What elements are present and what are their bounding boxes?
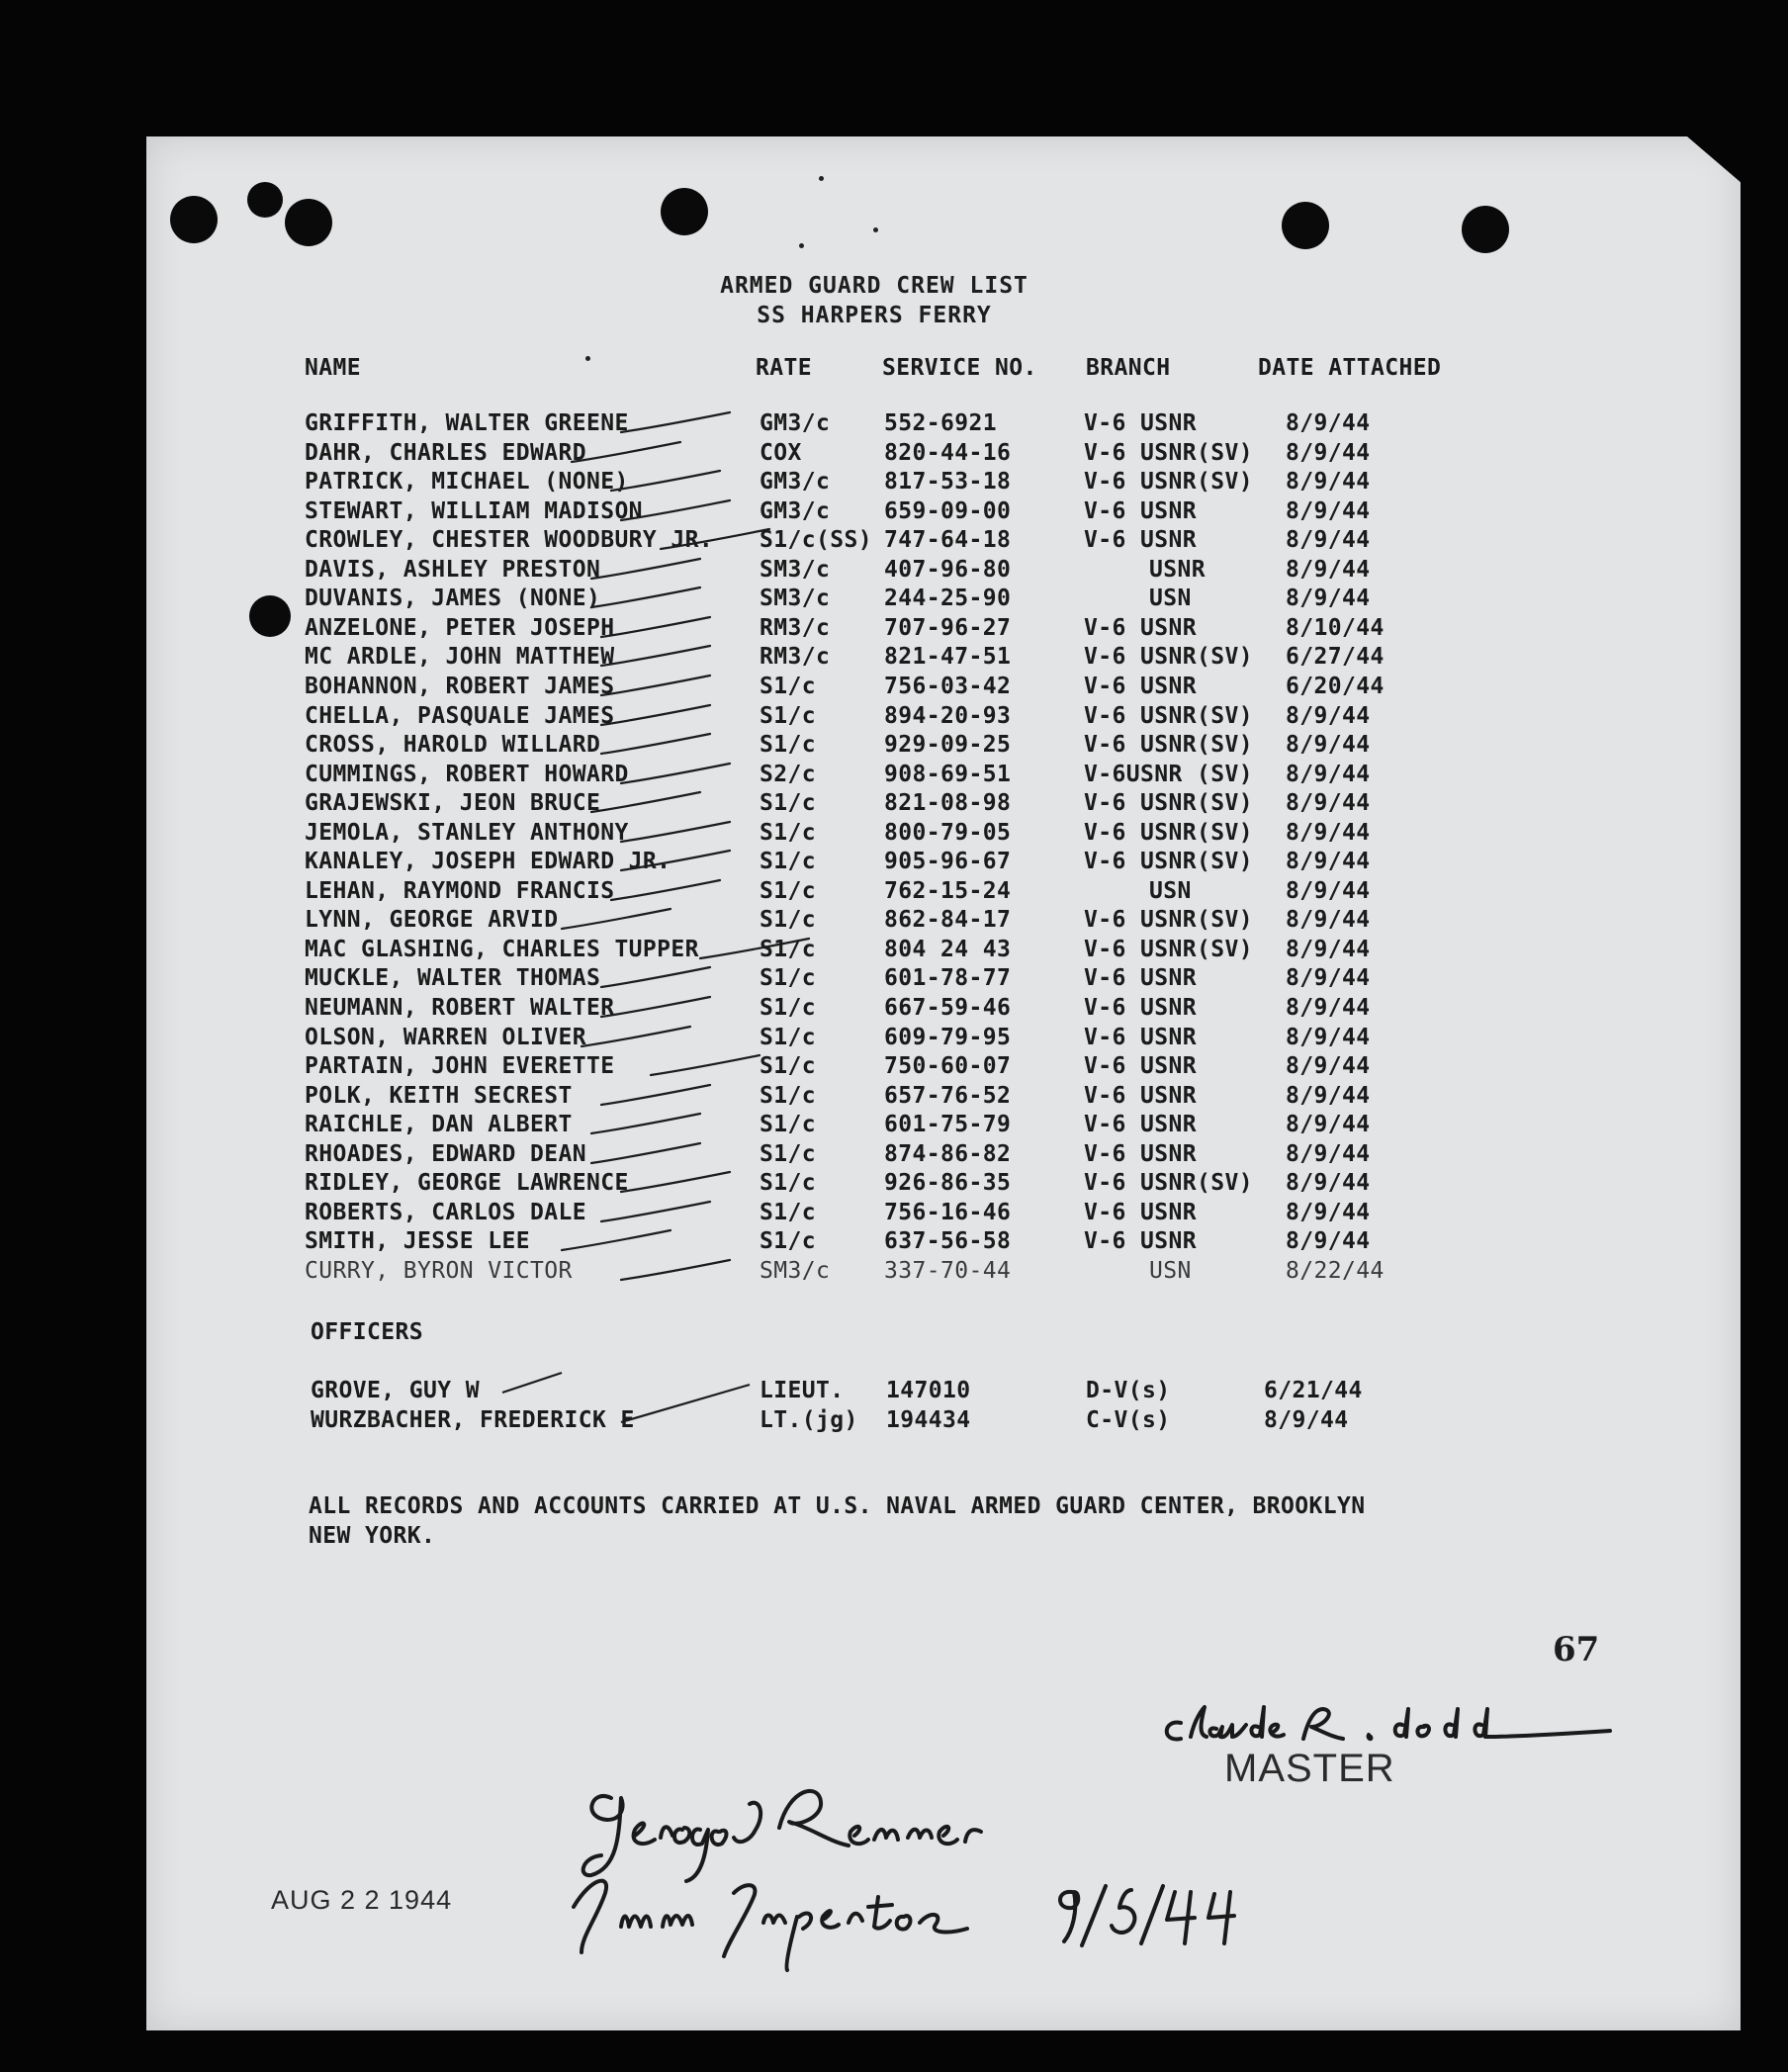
punch-hole-6	[247, 182, 283, 218]
crew-rate-cell: S1/c	[760, 849, 816, 874]
crew-date-cell: 8/9/44	[1286, 703, 1371, 729]
crew-date-cell: 8/9/44	[1286, 498, 1371, 524]
crew-name-cell: PARTAIN, JOHN EVERETTE	[305, 1053, 615, 1079]
crew-branch-cell: V-6 USNR(SV)	[1084, 820, 1253, 846]
crew-branch-cell: USNR	[1149, 557, 1206, 583]
document-title: ARMED GUARD CREW LIST	[720, 273, 1028, 299]
crew-branch-cell: V-6 USNR(SV)	[1084, 732, 1253, 758]
crew-date-cell: 8/9/44	[1286, 1228, 1371, 1254]
crew-branch-cell: USN	[1149, 878, 1192, 904]
crew-service-cell: 552-6921	[884, 410, 997, 436]
col-header-date: DATE ATTACHED	[1258, 355, 1442, 381]
crew-service-cell: 821-47-51	[884, 644, 1012, 670]
crew-branch-cell: V-6 USNR	[1084, 1025, 1197, 1050]
check-mark	[572, 442, 680, 462]
crew-branch-cell: V-6 USNR	[1084, 498, 1197, 524]
crew-service-cell: 894-20-93	[884, 703, 1012, 729]
check-mark	[581, 1027, 690, 1046]
crew-date-cell: 8/9/44	[1286, 762, 1371, 787]
crew-branch-cell: USN	[1149, 586, 1192, 611]
crew-name-cell: OLSON, WARREN OLIVER	[305, 1025, 586, 1050]
crew-branch-cell: V-6 USNR	[1084, 1053, 1197, 1079]
crew-service-cell: 659-09-00	[884, 498, 1012, 524]
check-mark	[621, 1385, 750, 1422]
officers-heading: OFFICERS	[311, 1319, 423, 1345]
col-header-rate: RATE	[756, 355, 812, 381]
crew-name-cell: CROSS, HAROLD WILLARD	[305, 732, 601, 758]
crew-service-cell: 929-09-25	[884, 732, 1012, 758]
crew-rate-cell: S1/c	[760, 1053, 816, 1079]
speck	[819, 176, 824, 181]
crew-rate-cell: S1/c	[760, 878, 816, 904]
crew-date-cell: 8/9/44	[1286, 1053, 1371, 1079]
crew-date-cell: 8/9/44	[1286, 440, 1371, 466]
check-mark	[601, 676, 710, 695]
crew-service-cell: 800-79-05	[884, 820, 1012, 846]
crew-service-cell: 756-03-42	[884, 674, 1012, 699]
crew-branch-cell: V-6 USNR	[1084, 1083, 1197, 1109]
crew-date-cell: 8/9/44	[1286, 995, 1371, 1021]
crew-date-cell: 8/9/44	[1286, 1200, 1371, 1225]
crew-service-cell: 637-56-58	[884, 1228, 1012, 1254]
crew-name-cell: MAC GLASHING, CHARLES TUPPER	[305, 937, 699, 962]
crew-name-cell: NEUMANN, ROBERT WALTER	[305, 995, 615, 1021]
crew-service-cell: 874-86-82	[884, 1141, 1012, 1167]
speck	[799, 243, 804, 248]
crew-branch-cell: V-6 USNR(SV)	[1084, 469, 1253, 495]
crew-name-cell: CUMMINGS, ROBERT HOWARD	[305, 762, 629, 787]
crew-branch-cell: V-6 USNR	[1084, 995, 1197, 1021]
crew-service-cell: 747-64-18	[884, 527, 1012, 553]
crew-branch-cell: V-6 USNR(SV)	[1084, 1170, 1253, 1196]
check-mark	[591, 559, 700, 579]
crew-rate-cell: S1/c	[760, 1228, 816, 1254]
col-header-name: NAME	[305, 355, 361, 381]
crew-date-cell: 8/9/44	[1286, 557, 1371, 583]
check-mark	[651, 1055, 760, 1075]
crew-rate-cell: SM3/c	[760, 586, 831, 611]
speck	[873, 227, 878, 232]
folded-corner	[1687, 136, 1741, 184]
crew-branch-cell: V-6 USNR(SV)	[1084, 790, 1253, 816]
crew-name-cell: MUCKLE, WALTER THOMAS	[305, 965, 601, 991]
crew-rate-cell: S1/c	[760, 820, 816, 846]
crew-date-cell: 8/9/44	[1286, 907, 1371, 933]
punch-hole-5	[1462, 206, 1509, 253]
crew-rate-cell: S1/c	[760, 1025, 816, 1050]
document-title-block	[146, 271, 1741, 330]
crew-name-cell: SMITH, JESSE LEE	[305, 1228, 530, 1254]
crew-rate-cell: S2/c	[760, 762, 816, 787]
crew-rate-cell: GM3/c	[760, 498, 831, 524]
check-mark	[601, 1202, 710, 1221]
crew-name-cell: DAVIS, ASHLEY PRESTON	[305, 557, 601, 583]
col-header-service: SERVICE NO.	[882, 355, 1037, 381]
crew-branch-cell: V-6 USNR(SV)	[1084, 937, 1253, 962]
crew-date-cell: 8/9/44	[1286, 820, 1371, 846]
crew-date-cell: 8/9/44	[1286, 469, 1371, 495]
crew-service-cell: 667-59-46	[884, 995, 1012, 1021]
crew-name-cell: KANALEY, JOSEPH EDWARD JR.	[305, 849, 671, 874]
crew-rate-cell: RM3/c	[760, 644, 831, 670]
records-note-line2: NEW YORK.	[309, 1523, 436, 1549]
crew-branch-cell: V-6 USNR	[1084, 1200, 1197, 1225]
crew-date-cell: 8/9/44	[1286, 790, 1371, 816]
crew-name-cell: CURRY, BYRON VICTOR	[305, 1258, 573, 1284]
crew-name-cell: DAHR, CHARLES EDWARD	[305, 440, 586, 466]
crew-name-cell: DUVANIS, JAMES (NONE)	[305, 586, 601, 611]
crew-rate-cell: S1/c	[760, 1112, 816, 1137]
crew-name-cell: POLK, KEITH SECREST	[305, 1083, 573, 1109]
check-mark	[601, 617, 710, 637]
crew-service-cell: 756-16-46	[884, 1200, 1012, 1225]
crew-date-cell: 8/9/44	[1286, 410, 1371, 436]
crew-branch-cell: V-6 USNR	[1084, 1141, 1197, 1167]
crew-service-cell: 609-79-95	[884, 1025, 1012, 1050]
check-mark	[591, 792, 700, 812]
crew-name-cell: CROWLEY, CHESTER WOODBURY JR.	[305, 527, 714, 553]
crew-rate-cell: S1/c	[760, 674, 816, 699]
crew-branch-cell: V-6 USNR	[1084, 965, 1197, 991]
crew-service-cell: 908-69-51	[884, 762, 1012, 787]
crew-date-cell: 6/20/44	[1286, 674, 1385, 699]
check-mark	[591, 587, 700, 607]
crew-service-cell: 407-96-80	[884, 557, 1012, 583]
crew-service-cell: 707-96-27	[884, 615, 1012, 641]
crew-date-cell: 8/9/44	[1286, 732, 1371, 758]
col-header-branch: BRANCH	[1086, 355, 1171, 381]
crew-name-cell: MC ARDLE, JOHN MATTHEW	[305, 644, 615, 670]
punch-hole-3	[661, 188, 708, 235]
officer-branch-cell: C-V(s)	[1086, 1407, 1171, 1433]
crew-rate-cell: S1/c	[760, 937, 816, 962]
crew-service-cell: 817-53-18	[884, 469, 1012, 495]
inspector-date-handwritten	[1046, 1862, 1254, 1951]
crew-branch-cell: V-6USNR (SV)	[1084, 762, 1253, 787]
crew-service-cell: 762-15-24	[884, 878, 1012, 904]
crew-date-cell: 8/9/44	[1286, 937, 1371, 962]
crew-service-cell: 337-70-44	[884, 1258, 1012, 1284]
master-label: MASTER	[1224, 1747, 1395, 1790]
crew-rate-cell: S1/c	[760, 732, 816, 758]
crew-date-cell: 8/9/44	[1286, 586, 1371, 611]
crew-service-cell: 601-75-79	[884, 1112, 1012, 1137]
crew-rate-cell: S1/c	[760, 965, 816, 991]
page-number: 67	[1553, 1630, 1600, 1669]
check-mark	[601, 967, 710, 987]
punch-hole-4	[1282, 202, 1329, 249]
crew-service-cell: 657-76-52	[884, 1083, 1012, 1109]
check-mark	[591, 1143, 700, 1163]
crew-name-cell: PATRICK, MICHAEL (NONE)	[305, 469, 629, 495]
crew-name-cell: BOHANNON, ROBERT JAMES	[305, 674, 615, 699]
crew-rate-cell: SM3/c	[760, 557, 831, 583]
check-mark	[601, 997, 710, 1017]
crew-service-cell: 804 24 43	[884, 937, 1012, 962]
crew-branch-cell: V-6 USNR	[1084, 1228, 1197, 1254]
crew-date-cell: 8/9/44	[1286, 1112, 1371, 1137]
check-mark	[601, 734, 710, 754]
crew-branch-cell: USN	[1149, 1258, 1192, 1284]
crew-service-cell: 862-84-17	[884, 907, 1012, 933]
crew-service-cell: 244-25-90	[884, 586, 1012, 611]
crew-rate-cell: S1/c	[760, 703, 816, 729]
crew-date-cell: 8/9/44	[1286, 1170, 1371, 1196]
crew-branch-cell: V-6 USNR(SV)	[1084, 703, 1253, 729]
check-mark	[562, 1230, 670, 1250]
crew-branch-cell: V-6 USNR(SV)	[1084, 644, 1253, 670]
crew-service-cell: 821-08-98	[884, 790, 1012, 816]
crew-rate-cell: S1/c	[760, 995, 816, 1021]
crew-rate-cell: SM3/c	[760, 1258, 831, 1284]
crew-date-cell: 8/10/44	[1286, 615, 1385, 641]
records-note-line1: ALL RECORDS AND ACCOUNTS CARRIED AT U.S. NAVAL ARMED GUARD CENTER, BROOKLYN	[309, 1493, 1366, 1519]
officer-branch-cell: D-V(s)	[1086, 1378, 1171, 1403]
crew-branch-cell: V-6 USNR	[1084, 410, 1197, 436]
crew-date-cell: 8/9/44	[1286, 1141, 1371, 1167]
check-mark	[601, 646, 710, 666]
crew-service-cell: 905-96-67	[884, 849, 1012, 874]
check-mark	[591, 1114, 700, 1133]
received-date-stamp: AUG 2 2 1944	[271, 1885, 453, 1915]
crew-name-cell: LYNN, GEORGE ARVID	[305, 907, 559, 933]
check-mark	[621, 822, 730, 842]
crew-name-cell: JEMOLA, STANLEY ANTHONY	[305, 820, 629, 846]
officer-service-cell: 194434	[886, 1407, 971, 1433]
crew-branch-cell: V-6 USNR(SV)	[1084, 907, 1253, 933]
crew-rate-cell: GM3/c	[760, 469, 831, 495]
crew-rate-cell: COX	[760, 440, 802, 466]
check-mark	[611, 880, 720, 900]
crew-date-cell: 8/9/44	[1286, 878, 1371, 904]
document-page	[146, 136, 1741, 2030]
crew-date-cell: 8/9/44	[1286, 1025, 1371, 1050]
crew-name-cell: RAICHLE, DAN ALBERT	[305, 1112, 573, 1137]
crew-service-cell: 750-60-07	[884, 1053, 1012, 1079]
crew-date-cell: 8/9/44	[1286, 965, 1371, 991]
officer-date-cell: 6/21/44	[1264, 1378, 1363, 1403]
crew-rate-cell: S1/c	[760, 790, 816, 816]
crew-date-cell: 8/9/44	[1286, 527, 1371, 553]
crew-rate-cell: S1/c	[760, 1141, 816, 1167]
crew-date-cell: 8/22/44	[1286, 1258, 1385, 1284]
crew-branch-cell: V-6 USNR	[1084, 527, 1197, 553]
officer-name-cell: GROVE, GUY W	[311, 1378, 480, 1403]
check-mark	[601, 1085, 710, 1105]
crew-date-cell: 8/9/44	[1286, 1083, 1371, 1109]
officer-service-cell: 147010	[886, 1378, 971, 1403]
crew-name-cell: LEHAN, RAYMOND FRANCIS	[305, 878, 615, 904]
crew-name-cell: STEWART, WILLIAM MADISON	[305, 498, 643, 524]
officer-rate-cell: LT.(jg)	[760, 1407, 858, 1433]
punch-hole-1	[170, 196, 218, 243]
officer-rate-cell: LIEUT.	[760, 1378, 845, 1403]
crew-service-cell: 820-44-16	[884, 440, 1012, 466]
check-mark	[621, 1260, 730, 1280]
crew-date-cell: 8/9/44	[1286, 849, 1371, 874]
document-subtitle: SS HARPERS FERRY	[757, 303, 992, 328]
check-mark	[621, 764, 730, 783]
crew-rate-cell: S1/c	[760, 907, 816, 933]
crew-name-cell: RHOADES, EDWARD DEAN	[305, 1141, 586, 1167]
crew-branch-cell: V-6 USNR(SV)	[1084, 849, 1253, 874]
crew-name-cell: CHELLA, PASQUALE JAMES	[305, 703, 615, 729]
crew-name-cell: GRAJEWSKI, JEON BRUCE	[305, 790, 601, 816]
crew-branch-cell: V-6 USNR	[1084, 1112, 1197, 1137]
crew-branch-cell: V-6 USNR(SV)	[1084, 440, 1253, 466]
crew-rate-cell: S1/c	[760, 1083, 816, 1109]
punch-hole-7	[249, 595, 291, 637]
crew-rate-cell: RM3/c	[760, 615, 831, 641]
crew-name-cell: RIDLEY, GEORGE LAWRENCE	[305, 1170, 629, 1196]
crew-date-cell: 6/27/44	[1286, 644, 1385, 670]
crew-rate-cell: GM3/c	[760, 410, 831, 436]
crew-rate-cell: S1/c	[760, 1200, 816, 1225]
crew-service-cell: 926-86-35	[884, 1170, 1012, 1196]
officer-date-cell: 8/9/44	[1264, 1407, 1349, 1433]
check-mark	[601, 705, 710, 725]
speck	[585, 356, 590, 361]
crew-name-cell: ROBERTS, CARLOS DALE	[305, 1200, 586, 1225]
check-mark	[621, 412, 730, 432]
crew-name-cell: GRIFFITH, WALTER GREENE	[305, 410, 629, 436]
punch-hole-2	[285, 199, 332, 246]
check-mark	[621, 1172, 730, 1192]
crew-rate-cell: S1/c(SS)	[760, 527, 872, 553]
crew-branch-cell: V-6 USNR	[1084, 674, 1197, 699]
officer-name-cell: WURZBACHER, FREDERICK E	[311, 1407, 635, 1433]
crew-rate-cell: S1/c	[760, 1170, 816, 1196]
check-mark	[502, 1373, 562, 1393]
crew-branch-cell: V-6 USNR	[1084, 615, 1197, 641]
crew-service-cell: 601-78-77	[884, 965, 1012, 991]
check-mark	[562, 909, 670, 929]
crew-name-cell: ANZELONE, PETER JOSEPH	[305, 615, 615, 641]
